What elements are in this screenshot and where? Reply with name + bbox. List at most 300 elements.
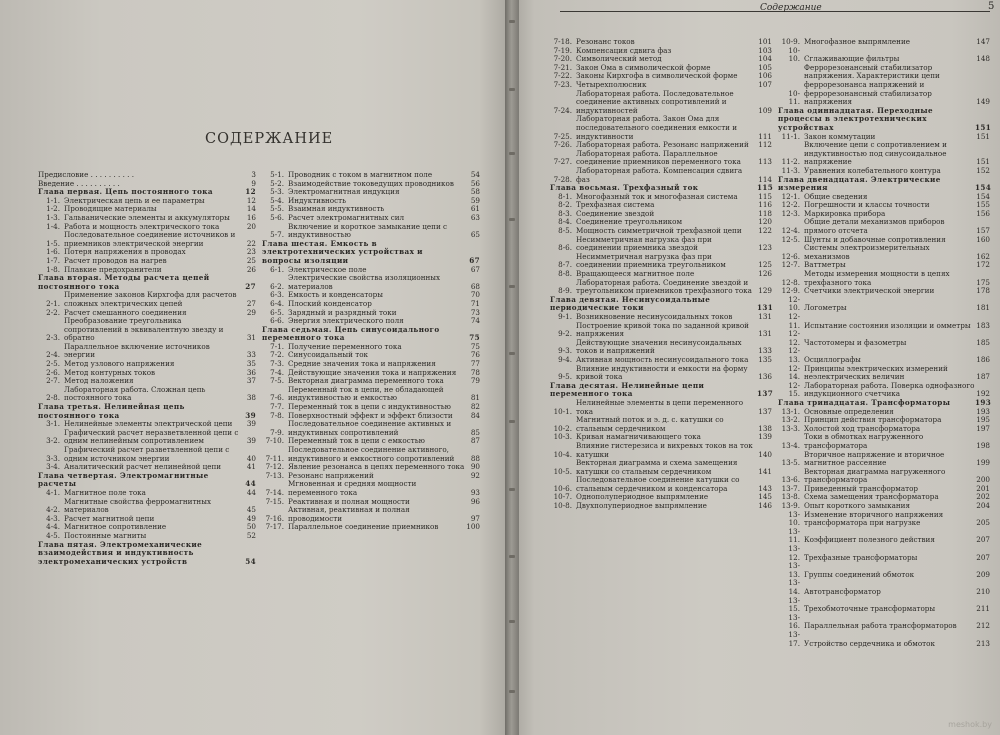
toc-entry-title: Глава одиннадцатая. Переходные процессы в электротехнических устройствах [778, 105, 933, 132]
toc-entry-page: 63 [470, 212, 480, 222]
toc-entry [550, 399, 772, 416]
toc-entry-number: 13-16. [788, 612, 800, 631]
toc-entry-number: 10-6. [553, 483, 572, 493]
toc-entry-number: 4-4. [46, 522, 60, 532]
toc-entry-title: Схема замещения трансформатора [804, 492, 939, 502]
toc-entry [262, 480, 480, 497]
toc-entry-title: Гальванические элементы и аккумуляторы [64, 212, 230, 222]
toc-entry-title: Токи в обмотках нагруженного трансформатора [804, 432, 924, 450]
toc-entry-title: Расчет проводов на нагрев [64, 255, 167, 265]
toc-entry-title: Многофазный ток и многофазная система [576, 191, 738, 201]
toc-entry-title: Индуктивность [288, 195, 347, 205]
toc-entry-title: Средние значения тока и напряжения [288, 359, 436, 369]
toc-entry-page: 77 [470, 359, 480, 369]
page-title: СОДЕРЖАНИЕ [205, 131, 334, 147]
toc-entry-number: 12-2. [781, 200, 800, 210]
toc-entry-title: Зарядный и разрядный токи [288, 307, 397, 317]
toc-entry-page: 16 [246, 212, 256, 222]
right-page [510, 0, 1000, 735]
toc-entry [38, 317, 256, 343]
toc-entry [550, 253, 772, 270]
toc-entry-page: 68 [470, 281, 480, 291]
toc-entry-number: 13-17. [788, 629, 800, 648]
toc-entry [778, 365, 990, 382]
toc-entry-page: 12 [245, 187, 256, 197]
toc-entry-title: Векторная диаграмма переменного тока [288, 376, 444, 386]
toc-entry-page: 201 [976, 483, 990, 493]
toc-entry-title: Компенсация сдвига фаз [576, 45, 672, 55]
toc-entry [778, 631, 990, 648]
toc-chapter [550, 382, 772, 399]
toc-entry-number: 1-4. [46, 221, 60, 231]
toc-entry-page: 25 [246, 255, 256, 265]
toc-entry-number: 4-5. [46, 530, 60, 540]
toc-entry [778, 218, 990, 235]
toc-entry-page: 141 [758, 466, 772, 476]
toc-entry-page: 185 [976, 337, 990, 347]
toc-entry-page: 27 [245, 281, 256, 291]
toc-entry-number: 8-9. [558, 286, 572, 296]
toc-entry-number: 12-10. [788, 294, 800, 313]
toc-entry-page: 92 [470, 470, 480, 480]
toc-entry-page: 137 [758, 406, 772, 416]
toc-entry-page: 120 [758, 217, 772, 227]
toc-entry-title: Глава третья. Нелинейная цепь постоянного тока [38, 402, 185, 420]
toc-entry-number: 5-1. [270, 170, 284, 179]
toc-entry-title: Лабораторная работа. Соединение звездой и треугольником приемников трехфазного тока [576, 277, 752, 296]
toc-entry-page: 181 [976, 303, 990, 313]
toc-entry-number: 7-23. [553, 79, 572, 89]
toc-entry-number: 13-15. [788, 595, 800, 614]
toc-entry-number: 7-12. [265, 462, 284, 472]
toc-entry-page: 97 [470, 513, 480, 523]
toc-entry-title: Трехфазные трансформаторы [804, 552, 918, 562]
toc-entry-title: Общие сведения [804, 191, 868, 201]
toc-entry-page: 131 [758, 329, 772, 339]
toc-entry-page: 44 [245, 479, 256, 489]
binding-stitch [509, 218, 515, 221]
toc-entry-number: 12-12. [788, 329, 800, 347]
toc-entry [778, 614, 990, 631]
toc-entry-page: 136 [758, 372, 772, 382]
toc-entry-title: Графический расчет разветвленной цепи с одним источником энергии [64, 445, 230, 463]
toc-entry-number: 9-5. [558, 372, 572, 382]
toc-entry-number: 10-2. [553, 423, 572, 433]
toc-entry [778, 347, 990, 364]
toc-entry [550, 416, 772, 433]
toc-entry-page: 151 [975, 122, 992, 132]
toc-entry-number: 8-8. [558, 269, 572, 279]
toc-entry-title: Возникновение несинусоидальных токов [576, 312, 733, 321]
toc-entry-page: 139 [758, 432, 772, 442]
toc-entry-title: Шунты и добавочные сопротивления [804, 234, 946, 244]
toc-entry-page: 61 [470, 204, 480, 214]
toc-entry-number: 12-13. [788, 346, 800, 364]
toc-entry [38, 498, 256, 515]
toc-entry-number: 12-5. [781, 234, 800, 244]
toc-entry-page: 54 [245, 556, 256, 566]
toc-entry-page: 126 [758, 269, 772, 279]
toc-entry-title: Проводник с током в магнитном поле [288, 170, 433, 179]
toc-entry-title: Холостой ход трансформатора [804, 423, 921, 433]
toc-entry-page: 129 [758, 286, 772, 296]
toc-entry-number: 6-4. [270, 298, 284, 308]
toc-entry-number: 7-18. [553, 37, 572, 46]
toc-entry-title: Счетчики электрической энергии [804, 286, 935, 296]
toc-entry-page: 37 [246, 376, 256, 386]
toc-entry-title: Четырехполюсник [576, 79, 647, 89]
toc-entry-page: 103 [758, 45, 772, 55]
toc-entry-title: Коэффициент полезного действия [804, 535, 935, 545]
toc-entry-page: 204 [976, 501, 990, 511]
toc-entry [550, 502, 772, 511]
toc-entry-number: 7-15. [265, 496, 284, 506]
toc-entry-number: 1-6. [46, 247, 60, 257]
binding-stitch [509, 20, 515, 23]
toc-entry-number: 1-5. [46, 238, 60, 248]
toc-entry-number: 1-8. [46, 264, 60, 274]
toc-entry-number: 4-2. [46, 505, 60, 515]
toc-entry-number: 5-3. [270, 187, 284, 197]
toc-entry-number: 9-3. [558, 346, 572, 356]
toc-column-2 [262, 171, 480, 532]
toc-entry-number: 10-9. [781, 37, 800, 46]
toc-entry-number: 11-3. [781, 165, 800, 175]
toc-entry [38, 386, 256, 403]
toc-entry [262, 274, 480, 291]
toc-entry-page: 192 [976, 389, 990, 399]
toc-entry-title: Лабораторная работа. Сложная цепь постоянного тока [64, 384, 206, 403]
toc-entry-title: Параллельное соединение приемников [288, 522, 439, 532]
toc-entry-page: 143 [758, 483, 772, 493]
toc-entry-number: 13-1. [781, 406, 800, 416]
toc-entry-page: 211 [976, 604, 990, 614]
toc-entry-title: Активная, реактивная и полная проводимости [288, 505, 410, 523]
toc-entry-number: 13-6. [781, 475, 800, 485]
binding-stitch [509, 488, 515, 491]
toc-entry-number: 7-5. [270, 376, 284, 386]
toc-entry-title: Включение и короткое замыкание цепи с индуктивностью [288, 221, 448, 240]
toc-entry [38, 291, 256, 308]
toc-entry [550, 236, 772, 253]
toc-entry-page: 93 [470, 487, 480, 497]
toc-entry-title: Метод наложения [64, 376, 134, 386]
toc-entry [778, 313, 990, 330]
toc-entry-page: 193 [976, 406, 990, 416]
toc-entry-page: 45 [246, 505, 256, 515]
toc-entry-page: 39 [245, 410, 256, 420]
toc-entry-page: 100 [466, 522, 480, 532]
toc-entry-title: Расчет электромагнитных сил [288, 212, 405, 222]
toc-entry-title: Мощность симметричной трехфазной цепи [576, 226, 742, 236]
toc-entry-title: Работа и мощность электрического тока [64, 221, 220, 231]
toc-entry-title: Электромагнитная индукция [288, 187, 400, 197]
toc-entry-number: 7-22. [553, 71, 572, 81]
toc-entry-page: 81 [470, 393, 480, 403]
toc-entry-title: Магнитное поле тока [64, 487, 146, 497]
toc-entry-title: Лабораторная работа. Последовательное соединение активных сопротивлений и индуктивностей [576, 88, 734, 115]
toc-entry-number: 7-19. [553, 45, 572, 55]
toc-entry-page: 198 [976, 440, 990, 450]
toc-entry-number: 11-1. [781, 131, 800, 141]
toc-entry-title: Плавкие предохранители [64, 264, 162, 274]
toc-entry-title: Емкость и конденсаторы [288, 290, 383, 300]
toc-entry-page: 160 [976, 234, 990, 244]
toc-entry-title: Лабораторная работа. Параллельное соединение приемников переменного тока [576, 148, 741, 167]
toc-entry-page: 70 [470, 290, 480, 300]
toc-entry [550, 150, 772, 167]
toc-chapter [550, 296, 772, 313]
toc-entry-title: Принцип действия трансформатора [804, 415, 942, 425]
toc-entry-number: 12-15. [788, 380, 800, 399]
toc-entry [262, 506, 480, 523]
toc-entry-title: Метод контурных токов [64, 367, 156, 377]
toc-entry-number: 7-28. [553, 174, 572, 184]
toc-entry-page: 151 [976, 131, 990, 141]
toc-column-4 [778, 38, 990, 648]
toc-entry [262, 386, 480, 403]
toc-entry-number: 7-17. [265, 522, 284, 532]
toc-entry-title: Глава первая. Цепь постоянного тока [38, 187, 213, 197]
toc-entry-number: 9-4. [558, 354, 572, 364]
toc-entry-page: 152 [976, 165, 990, 175]
toc-entry [778, 330, 990, 347]
toc-entry-page: 207 [976, 535, 990, 545]
toc-entry-title: Преобразование треугольника сопротивлений в эквивалентную звезду и обратно [64, 316, 224, 343]
toc-entry-title: Действующие значения несинусоидальных токов и напряжений [576, 337, 742, 356]
toc-entry-title: Электрическое поле [288, 264, 367, 274]
toc-entry [38, 446, 256, 463]
toc-entry-page: 162 [976, 251, 990, 261]
toc-entry-title: Лабораторная работа. Компенсация сдвига фаз [576, 165, 743, 184]
toc-entry-page: 84 [470, 410, 480, 420]
toc-entry-page: 107 [758, 79, 772, 89]
toc-entry-page: 148 [976, 54, 990, 64]
toc-entry-number: 12-14. [788, 363, 800, 382]
toc-entry-number: 2-1. [46, 298, 60, 308]
toc-entry-number: 10-1. [553, 406, 572, 416]
toc-entry-number: 2-6. [46, 367, 60, 377]
toc-entry-title: Однополупериодное выпрямление [576, 492, 709, 502]
toc-entry-title: Реактивная и полная мощности [288, 496, 410, 506]
toc-entry [550, 365, 772, 382]
toc-entry-page: 199 [976, 458, 990, 468]
toc-entry [550, 476, 772, 493]
toc-entry-title: Расчет смешанного соединения [64, 307, 187, 317]
toc-entry-page: 3 [251, 170, 256, 179]
toc-entry-number: 8-7. [558, 260, 572, 270]
toc-entry-title: Резонанс напряжений [288, 470, 374, 480]
binding-stitch [509, 690, 515, 693]
toc-entry-page: 178 [976, 286, 990, 296]
toc-entry-title: Поверхностный эффект и эффект близости [288, 410, 453, 420]
toc-entry-page: 135 [758, 354, 772, 364]
toc-entry-number: 7-1. [270, 341, 284, 351]
binding-stitch [509, 555, 515, 558]
toc-entry-title: Применение законов Кирхгофа для расчетов сложных электрических цепей [64, 290, 237, 308]
toc-entry-page: 75 [470, 341, 480, 351]
toc-entry-title: Ваттметры [804, 260, 846, 270]
toc-entry-page: 122 [758, 226, 772, 236]
toc-entry-page: 87 [470, 436, 480, 446]
toc-entry-page: 151 [976, 157, 990, 167]
toc-entry-number: 5-4. [270, 195, 284, 205]
toc-entry [550, 322, 772, 339]
toc-entry-number: 10-4. [553, 449, 572, 459]
toc-entry [262, 523, 480, 532]
toc-entry-page: 67 [469, 255, 480, 265]
toc-entry-number: 2-4. [46, 350, 60, 360]
toc-entry-title: Нелинейные элементы в цепи переменного тока [576, 397, 744, 416]
toc-chapter [38, 472, 256, 489]
toc-entry-number: 10-3. [553, 432, 572, 442]
toc-entry-page: 114 [758, 174, 772, 184]
toc-entry-page: 59 [470, 195, 480, 205]
toc-entry-page: 73 [470, 307, 480, 317]
toc-entry-title: Системы электроизмерительных механизмов [804, 243, 930, 261]
binding-stitch [509, 420, 515, 423]
toc-entry-title: Глава седьмая. Цепь синусоидального переменного тока [262, 324, 440, 343]
toc-entry-number: 9-2. [558, 329, 572, 339]
toc-entry-page: 41 [246, 462, 256, 472]
toc-entry-page: 35 [246, 359, 256, 369]
toc-entry-number: 12-7. [781, 260, 800, 270]
toc-entry-page: 65 [470, 230, 480, 240]
toc-entry-title: Погрешности и классы точности [804, 200, 930, 210]
toc-entry-title: Синусоидальный ток [288, 350, 369, 360]
toc-entry-title: Частотомеры и фазометры [804, 337, 907, 347]
toc-entry-title: Электрическая цепь и ее параметры [64, 195, 205, 205]
toc-entry-number: 11-2. [781, 157, 800, 167]
toc-entry-number: 1-2. [46, 204, 60, 214]
toc-entry-page: 156 [976, 208, 990, 218]
toc-entry [262, 223, 480, 240]
toc-entry [550, 279, 772, 296]
toc-entry-page: 29 [246, 307, 256, 317]
toc-entry-title: Последовательное соединение катушки со стальным сердечником и конденсатора [576, 475, 740, 493]
toc-entry-title: Явление резонанса в цепях переменного тока [288, 462, 465, 472]
binding-stitch [509, 352, 515, 355]
toc-entry-title: Предисловие . . . . . . . . . . [38, 170, 135, 179]
toc-entry-title: Взаимная индуктивность [288, 204, 385, 214]
toc-entry-number: 13-2. [781, 415, 800, 425]
toc-entry-page: 31 [246, 333, 256, 343]
toc-entry-title: Феррорезонансный стабилизатор напряжения. Характеристики цепи феррорезонанса напряжений и феррорезонансный стабилизатор напряжения [804, 62, 940, 107]
toc-entry-title: Глава девятая. Несинусоидальные периодические токи [550, 294, 711, 313]
toc-entry-title: Векторная диаграмма нагруженного трансформатора [804, 466, 946, 485]
toc-entry-title: Построение кривой тока по заданной кривой напряжения [576, 320, 749, 339]
toc-entry-title: Глава десятая. Нелинейные цепи переменного тока [550, 380, 705, 399]
toc-entry-title: Проводящие материалы [64, 204, 157, 214]
toc-entry-page: 207 [976, 552, 990, 562]
toc-entry-title: Последовательное соединение активных и индуктивных сопротивлений [288, 419, 452, 437]
toc-entry-page: 155 [976, 200, 990, 210]
toc-entry [778, 545, 990, 562]
toc-entry-number: 7-16. [265, 513, 284, 523]
toc-entry-title: Маркировка прибора [804, 208, 886, 218]
toc-entry-number: 5-2. [270, 178, 284, 188]
toc-entry-title: Автотрансформатор [804, 587, 881, 596]
toc-entry-title: Резонанс токов [576, 37, 635, 46]
toc-chapter [262, 326, 480, 343]
toc-entry-title: Глава вторая. Методы расчета цепей постоянного тока [38, 273, 210, 291]
toc-entry-page: 44 [246, 487, 256, 497]
toc-entry-page: 67 [470, 264, 480, 274]
toc-entry-page: 106 [758, 71, 772, 81]
toc-entry-page: 111 [758, 131, 772, 141]
toc-entry-number: 7-9. [270, 427, 284, 437]
toc-entry-number: 1-3. [46, 212, 60, 222]
toc-entry-number: 3-2. [46, 436, 60, 446]
toc-entry-title: Символический метод [576, 54, 662, 64]
toc-entry [778, 468, 990, 485]
toc-entry-number: 7-6. [270, 393, 284, 403]
toc-chapter [778, 107, 990, 133]
toc-entry-number: 10-11. [788, 88, 800, 107]
toc-entry-number: 2-3. [46, 333, 60, 343]
toc-entry [778, 38, 990, 47]
toc-entry-number: 7-2. [270, 350, 284, 360]
toc-entry-page: 79 [470, 376, 480, 386]
toc-entry-number: 6-2. [270, 281, 284, 291]
toc-entry-title: Принципы электрических измерений неэлектрических величин [804, 363, 948, 382]
toc-entry-number: 1-1. [46, 195, 60, 205]
toc-entry-page: 109 [758, 105, 772, 115]
toc-entry-title: Уравнения колебательного контура [804, 165, 941, 175]
toc-entry-number: 7-4. [270, 367, 284, 377]
toc-entry-title: Сглаживающие фильтры [804, 54, 900, 64]
toc-entry-number: 7-25. [553, 131, 572, 141]
book-binding [505, 0, 519, 735]
toc-entry-page: 210 [976, 587, 990, 596]
toc-entry-number: 7-14. [265, 487, 284, 497]
toc-entry-title: Нелинейные элементы электрической цепи [64, 419, 233, 429]
toc-entry-page: 197 [976, 423, 990, 433]
toc-entry-title: Влияние гистерезиса и вихревых токов на ток катушки [576, 440, 753, 459]
binding-stitch [509, 88, 515, 91]
toc-entry-number: 7-11. [265, 453, 284, 463]
toc-entry [778, 296, 990, 313]
toc-entry-number: 7-8. [270, 410, 284, 420]
toc-entry-number: 8-4. [558, 217, 572, 227]
toc-entry [778, 287, 990, 296]
toc-entry-number: 7-24. [553, 105, 572, 115]
toc-entry-page: 78 [470, 367, 480, 377]
toc-entry [550, 459, 772, 476]
toc-entry-number: 10-7. [553, 492, 572, 502]
toc-entry-number: 7-27. [553, 157, 572, 167]
toc-entry-title: Включение цепи с сопротивлением и индуктивностью под синусоидальное напряжение [804, 140, 947, 167]
toc-entry-title: Лабораторная работа. Поверка однофазного индукционного счетчика [804, 380, 975, 399]
toc-entry-title: Законы Кирхгофа в символической форме [576, 71, 738, 81]
toc-entry-page: 12 [246, 195, 256, 205]
toc-entry [778, 562, 990, 579]
toc-entry-title: Параллельная работа трансформаторов [804, 621, 957, 631]
toc-entry-number: 7-13. [265, 470, 284, 480]
toc-entry-title: Магнитные свойства ферромагнитных материалов [64, 496, 211, 515]
toc-chapter [778, 176, 990, 193]
toc-entry-page: 58 [470, 187, 480, 197]
toc-entry [778, 141, 990, 167]
toc-entry-title: Глава пятая. Электромеханические взаимодействия и индуктивность электромеханических устройств [38, 539, 203, 566]
toc-entry-title: Последовательное соединение источников и приемников электрической энергии [64, 230, 236, 248]
toc-entry-title: Глава тринадцатая. Трансформаторы [778, 397, 951, 407]
toc-entry-title: Соединение треугольником [576, 217, 683, 227]
toc-entry-page: 27 [246, 298, 256, 308]
toc-entry-page: 186 [976, 354, 990, 364]
toc-entry-page: 88 [470, 453, 480, 463]
toc-entry-title: Трехфазная система [576, 200, 655, 210]
